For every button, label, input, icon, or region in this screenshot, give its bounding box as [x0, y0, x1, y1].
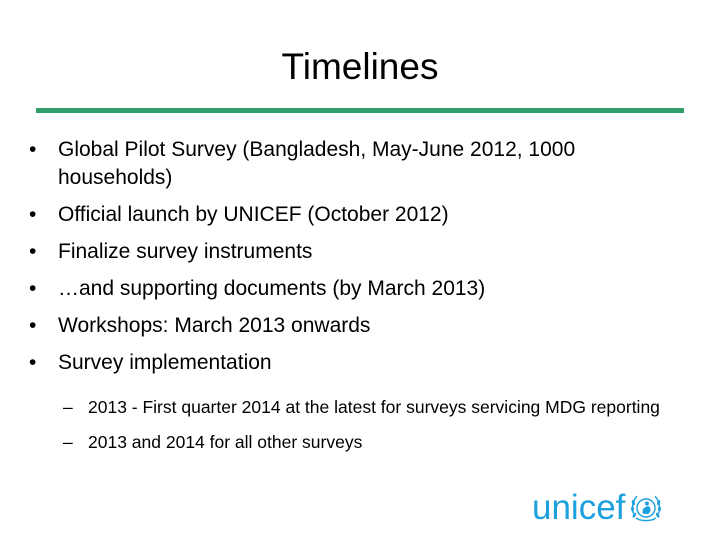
bullet-marker: • [29, 277, 37, 300]
bullet-marker: • [29, 138, 37, 161]
sub-bullet-item [63, 396, 663, 419]
bullet-list [28, 136, 678, 386]
bullet-item [28, 238, 678, 266]
bullet-text: …and supporting documents (by March 2013) [58, 277, 486, 300]
bullet-text: Finalize survey instruments [58, 240, 313, 263]
sub-bullet-marker: – [63, 432, 73, 452]
bullet-marker: • [29, 240, 37, 263]
sub-bullet-marker: – [63, 397, 73, 417]
bullet-item [28, 312, 678, 340]
bullet-item [28, 349, 678, 377]
logo-wordmark: unicef [532, 488, 626, 527]
bullet-item [28, 201, 678, 229]
bullet-text: Official launch by UNICEF (October 2012) [58, 203, 449, 226]
bullet-text: Survey implementation [58, 351, 272, 374]
unicef-emblem-icon [628, 490, 664, 526]
sub-bullet-item [63, 431, 663, 454]
title-underline-rule [36, 108, 684, 113]
bullet-text: Workshops: March 2013 onwards [58, 314, 371, 337]
bullet-marker: • [29, 351, 37, 374]
bullet-marker: • [29, 314, 37, 337]
sub-bullet-list [63, 396, 663, 466]
bullet-item [28, 275, 678, 303]
bullet-text: Global Pilot Survey (Bangladesh, May-June 2012, 1000 households) [58, 138, 576, 189]
sub-bullet-text: 2013 and 2014 for all other surveys [88, 432, 363, 452]
bullet-item [28, 136, 678, 192]
unicef-logo [532, 488, 664, 528]
sub-bullet-text: 2013 - First quarter 2014 at the latest for surveys servicing MDG reporting [88, 397, 660, 417]
slide-title: Timelines [281, 46, 439, 87]
bullet-marker: • [29, 203, 37, 226]
